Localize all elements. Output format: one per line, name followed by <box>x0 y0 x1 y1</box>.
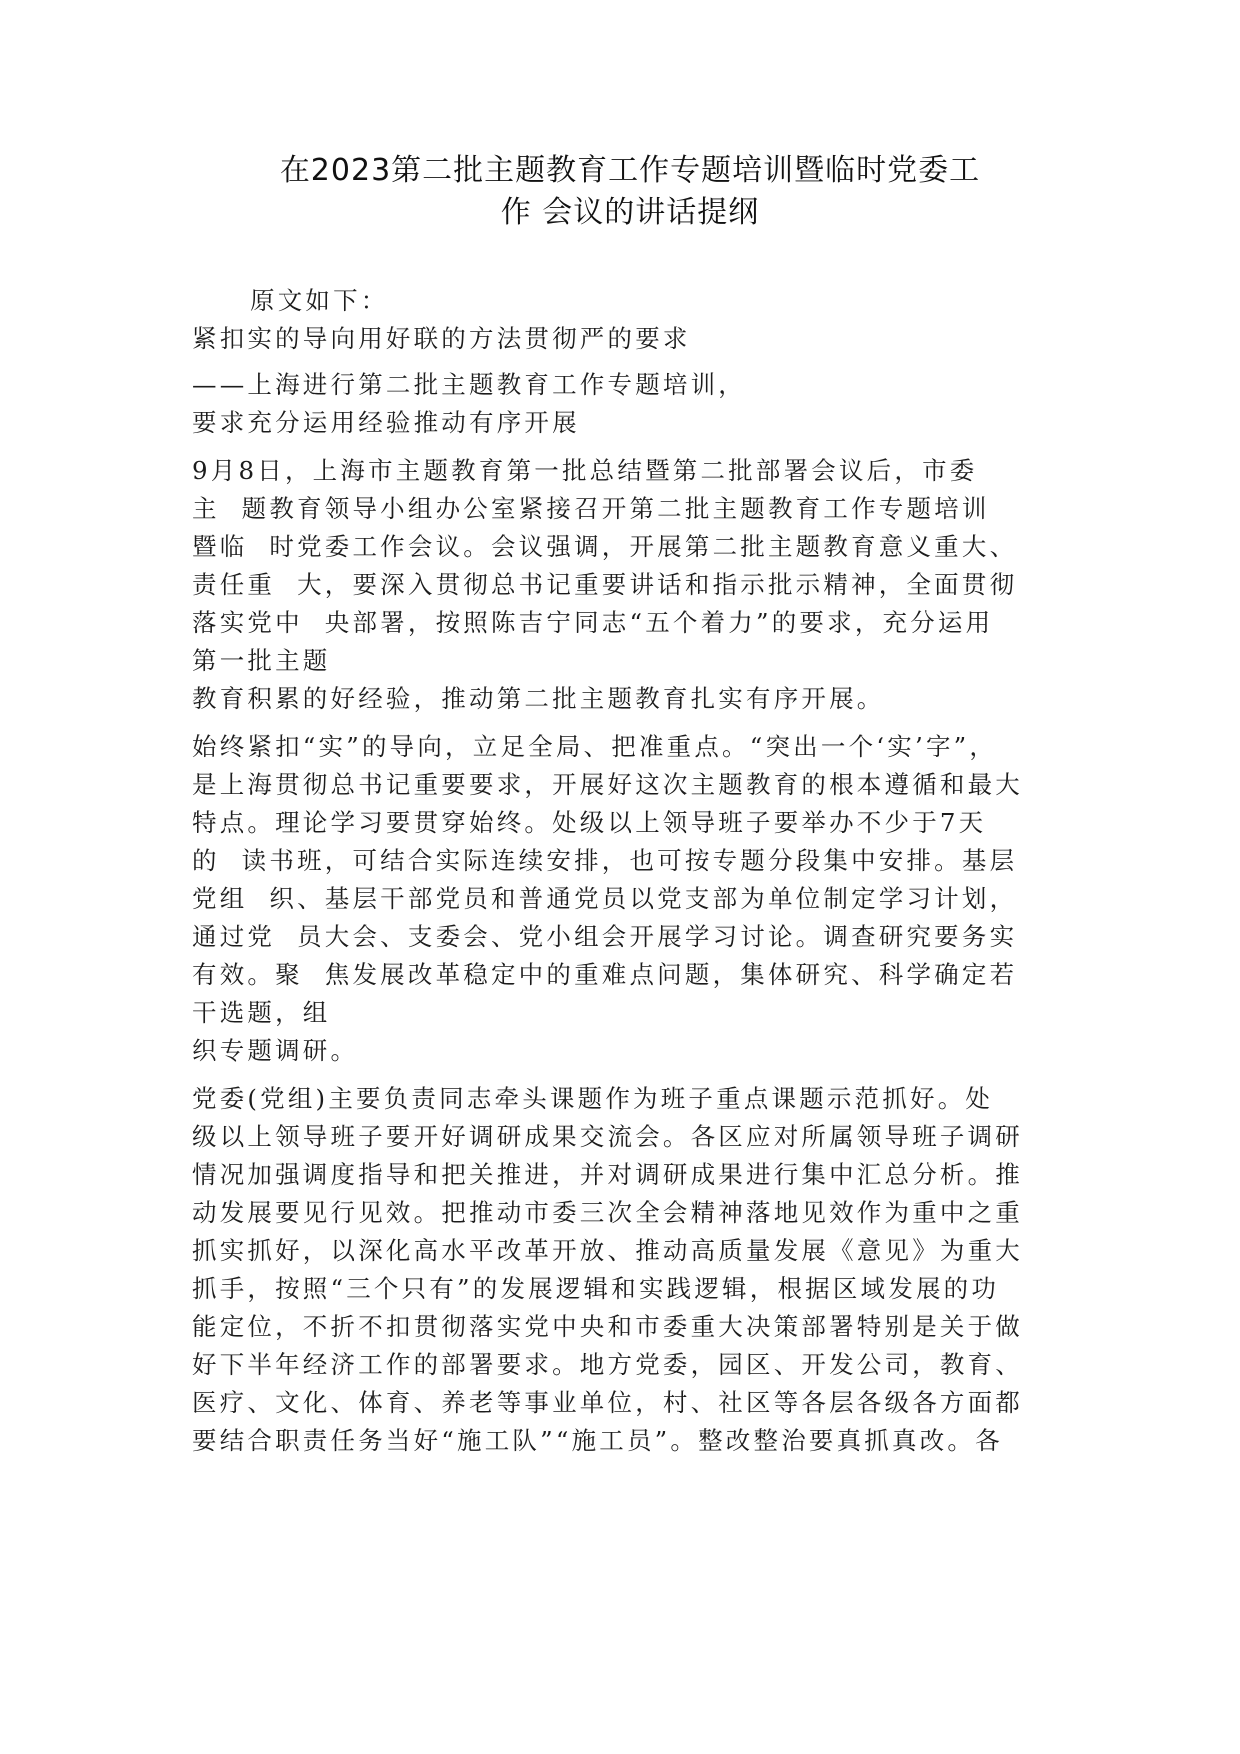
paragraph-line: 落实党中 央部署，按照陈吉宁同志“五个着力”的要求，充分运用 <box>192 608 994 637</box>
paragraph-line: 第一批主题 <box>192 646 331 675</box>
heading-line: 要求充分运用经验推动有序开展 <box>192 408 580 437</box>
paragraph-line: 要结合职责任务当好“施工队”“施工员”。整改整治要真抓真改。各 <box>192 1426 1003 1455</box>
paragraph-line: 抓实抓好，以深化高水平改革开放、推动高质量发展《意见》为重大 <box>192 1236 1023 1265</box>
paragraph-3 <box>192 1080 1052 1460</box>
paragraph-line: 特点。理论学习要贯穿始终。处级以上领导班子要举办不少于7天 <box>192 808 987 837</box>
paragraph-1 <box>192 452 1052 718</box>
paragraph-line: 责任重 大，要深入贯彻总书记重要讲话和指示批示精神，全面贯彻 <box>192 570 1018 599</box>
intro-text: 原文如下： <box>250 286 389 315</box>
paragraph-line: 有效。聚 焦发展改革稳定中的重难点问题，集体研究、科学确定若 <box>192 960 1018 989</box>
heading-line: ——上海进行第二批主题教育工作专题培训， <box>192 370 746 399</box>
document-body <box>192 282 1052 1460</box>
paragraph-line: 9月8日，上海市主题教育第一批总结暨第二批部署会议后，市委 <box>192 456 978 485</box>
title-line-2: 作 会议的讲话提纲 <box>500 195 760 230</box>
paragraph-line: 情况加强调度指导和把关推进，并对调研成果进行集中汇总分析。推 <box>192 1160 1023 1189</box>
paragraph-line: 抓手，按照“三个只有”的发展逻辑和实践逻辑，根据区域发展的功 <box>192 1274 1000 1303</box>
paragraph-line: 暨临 时党委工作会议。会议强调，开展第二批主题教育意义重大、 <box>192 532 1018 561</box>
paragraph-line: 主 题教育领导小组办公室紧接召开第二批主题教育工作专题培训 <box>192 494 990 523</box>
paragraph-line: 好下半年经济工作的部署要求。地方党委，园区、开发公司，教育、 <box>192 1350 1023 1379</box>
paragraph-line: 级以上领导班子要开好调研成果交流会。各区应对所属领导班子调研 <box>192 1122 1023 1151</box>
paragraph-line: 始终紧扣“实”的导向，立足全局、把准重点。“突出一个‘实’字”， <box>192 732 998 761</box>
paragraph-line: 的 读书班，可结合实际连续安排，也可按专题分段集中安排。基层 <box>192 846 1018 875</box>
paragraph-line: 党组 织、基层干部党员和普通党员以党支部为单位制定学习计划， <box>192 884 1018 913</box>
paragraph-line: 织专题调研。 <box>192 1036 359 1065</box>
paragraph-line: 干选题，组 <box>192 998 331 1027</box>
paragraph-line: 是上海贯彻总书记重要要求，开展好这次主题教育的根本遵循和最大 <box>192 770 1023 799</box>
paragraph-line: 动发展要见行见效。把推动市委三次全会精神落地见效作为重中之重 <box>192 1198 1023 1227</box>
paragraph-line: 教育积累的好经验，推动第二批主题教育扎实有序开展。 <box>192 684 885 713</box>
paragraph-2 <box>192 728 1052 1070</box>
paragraph-line: 医疗、文化、体育、养老等事业单位，村、社区等各层各级各方面都 <box>192 1388 1023 1417</box>
paragraph-line: 能定位，不折不扣贯彻落实党中央和市委重大决策部署特别是关于做 <box>192 1312 1023 1341</box>
paragraph-line: 党委(党组)主要负责同志牵头课题作为班子重点课题示范抓好。处 <box>192 1084 994 1113</box>
heading-line: 紧扣实的导向用好联的方法贯彻严的要求 <box>192 324 691 353</box>
document-title <box>190 150 1070 234</box>
paragraph-line: 通过党 员大会、支委会、党小组会开展学习讨论。调查研究要务实 <box>192 922 1018 951</box>
title-line-1: 在2023第二批主题教育工作专题培训暨临时党委工 <box>279 153 981 188</box>
